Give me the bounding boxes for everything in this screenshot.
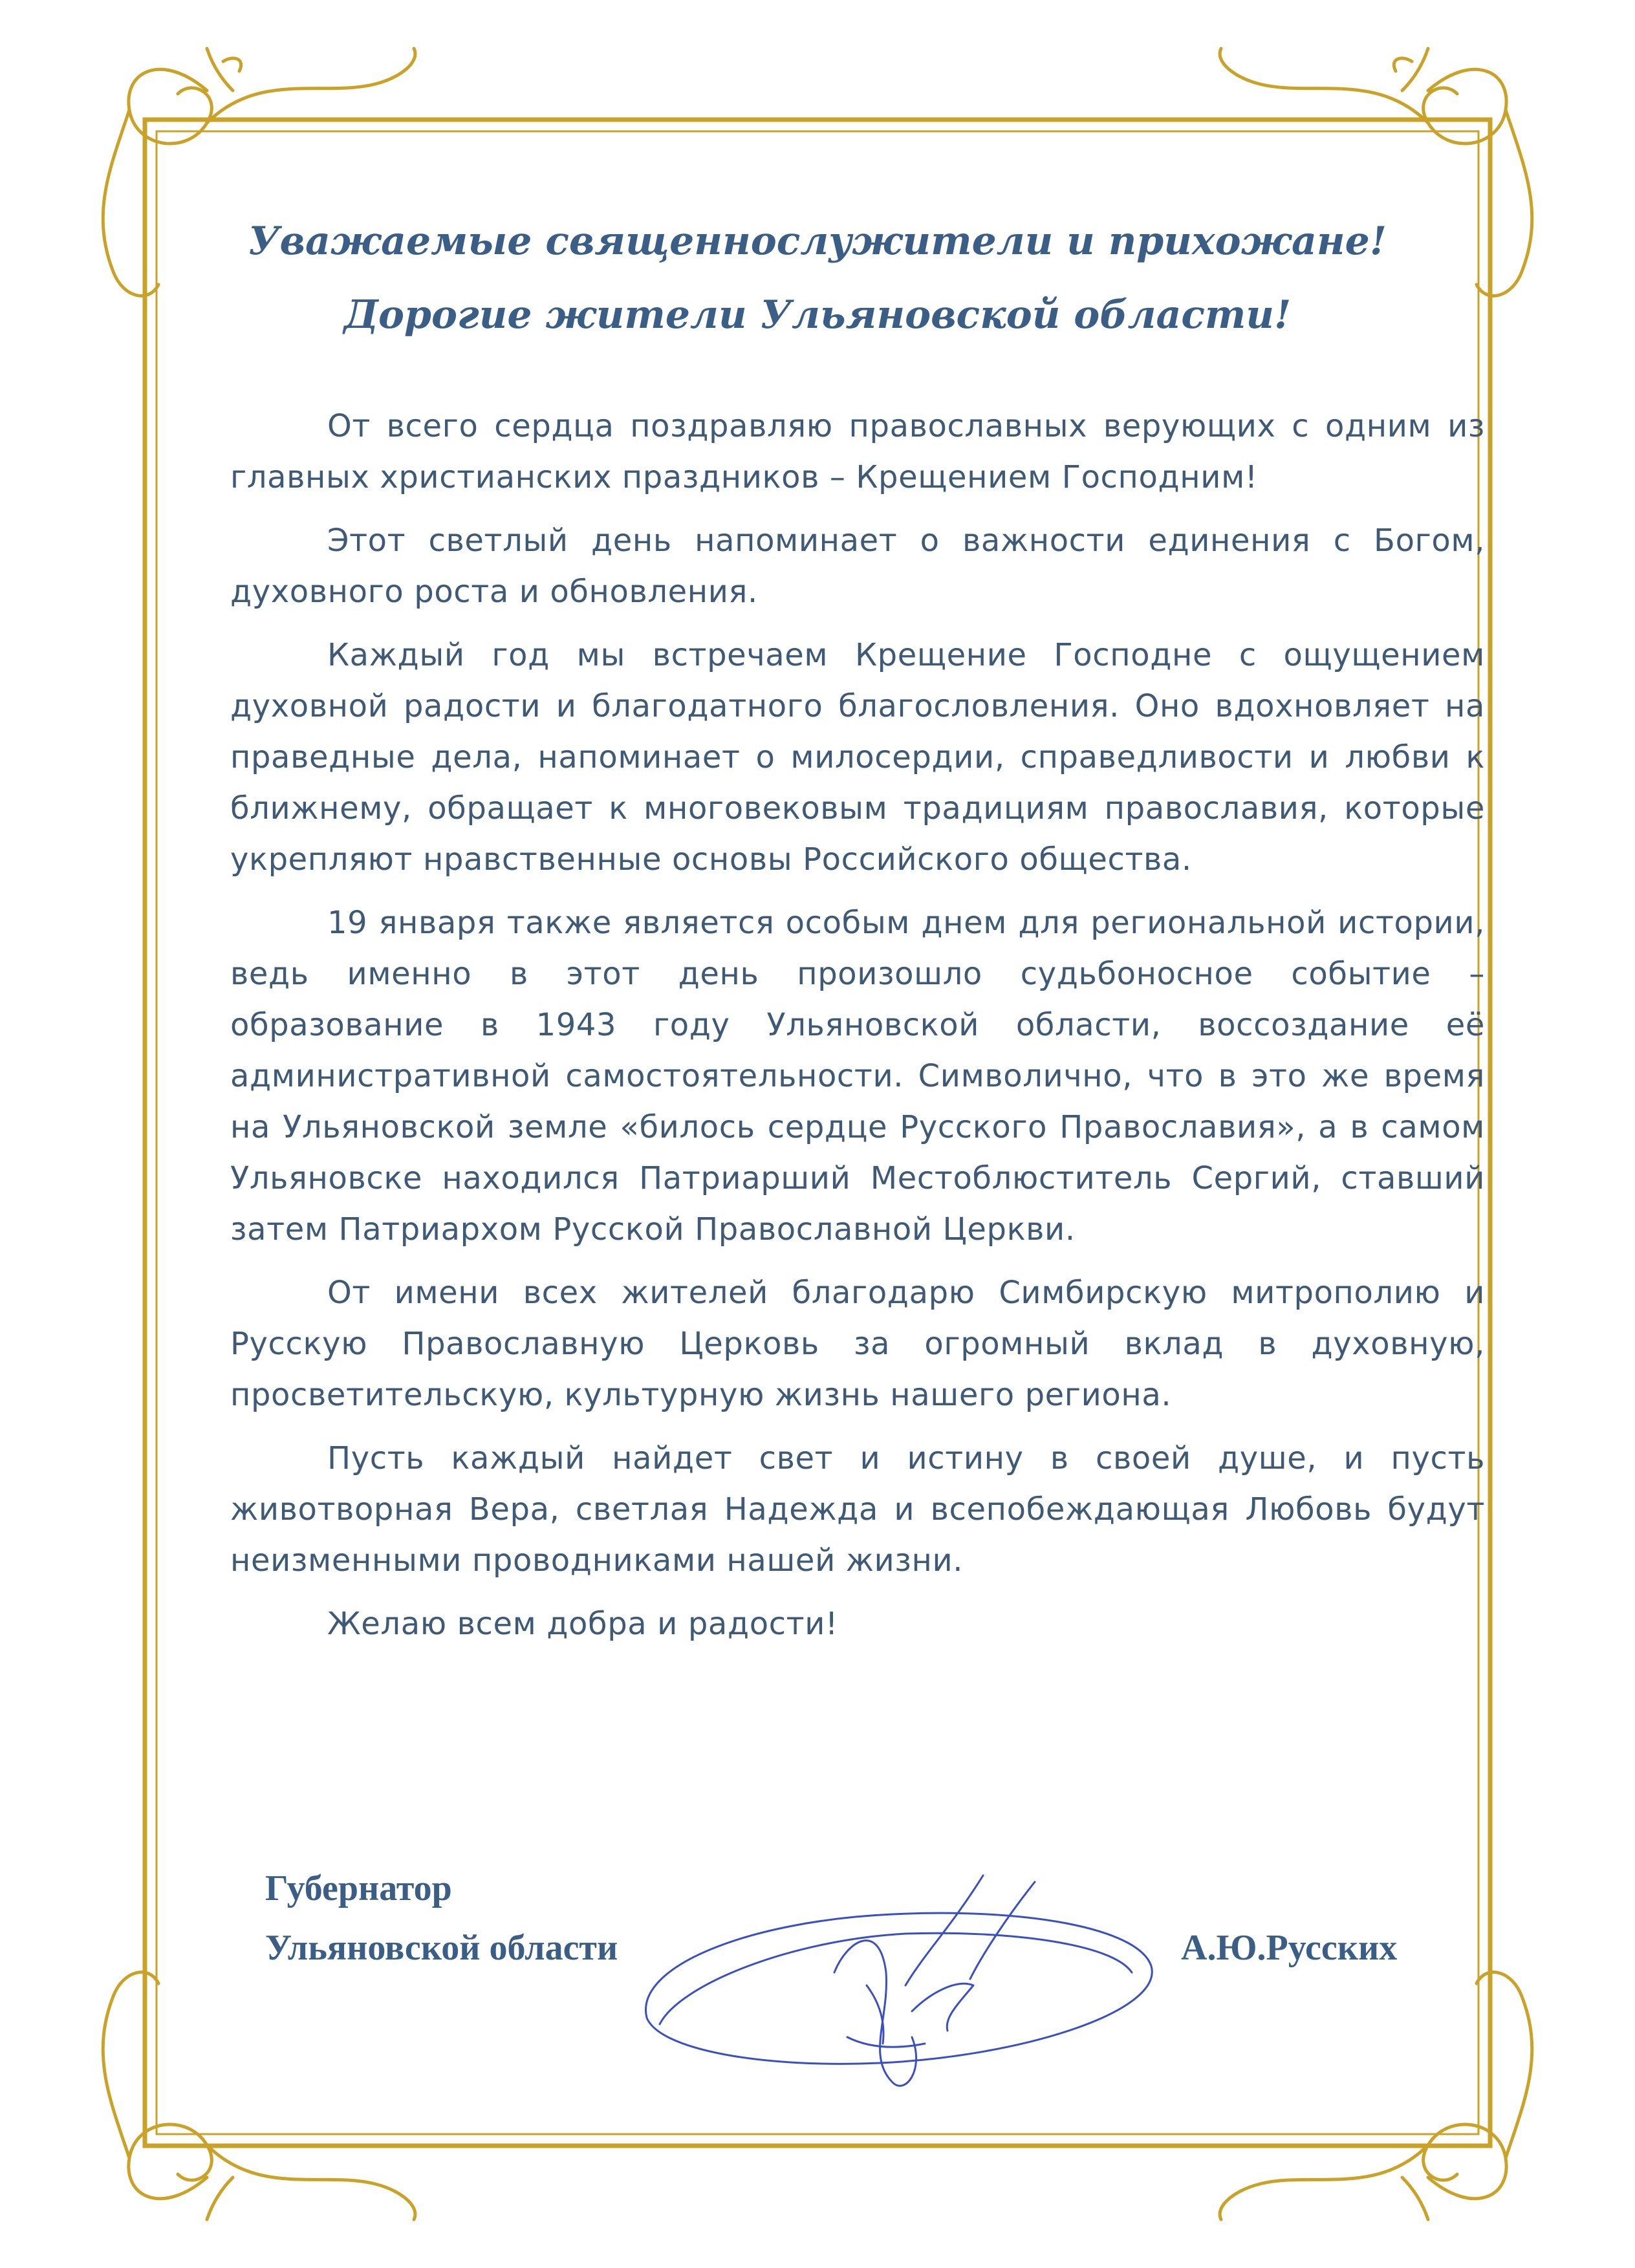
signer-title-line-2: Ульяновской области — [265, 1928, 618, 1968]
letter-body — [230, 401, 1485, 1662]
handwritten-signature — [621, 1824, 1203, 2121]
signer-name: А.Ю.Русских — [1181, 1928, 1398, 1968]
paragraph-4: 19 января также является особым днем для региональной истории, ведь именно в этот день произошло судьбоносное событие – образование в 1943 году Ульяновской области, воссоздание её административной самостоятельности. Символично, что в это же время на Ульяновской земле «билось сердце Русского Православия», а в самом Ульяновске находился Патриарший Местоблюститель Сергий, ставший затем Патриархом Русской Православной Церкви. — [230, 905, 1485, 1247]
paragraph-1: От всего сердца поздравляю православных верующих с одним из главных христианских праздников – Крещением Господним! — [230, 408, 1485, 495]
signer-title-line-1: Губернатор — [265, 1868, 452, 1908]
greeting-heading-line-2: Дорогие жители Ульяновской области! — [343, 292, 1292, 338]
paragraph-5: От имени всех жителей благодарю Симбирскую митрополию и Русскую Православную Церковь за огромный вклад в духовную, просветительскую, культурную жизнь нашего региона. — [230, 1275, 1485, 1413]
paragraph-6: Пусть каждый найдет свет и истину в своей душе, и пусть животворная Вера, светлая Надежда и всепобеждающая Любовь будут неизменными проводниками нашей жизни. — [230, 1440, 1485, 1579]
paragraph-2: Этот светлый день напоминает о важности единения с Богом, духовного роста и обновления. — [230, 523, 1485, 610]
corner-ornament-bottom-left — [103, 1972, 415, 2219]
closing-wish: Желаю всем добра и радости! — [327, 1606, 838, 1642]
corner-ornament-bottom-right — [1220, 1972, 1532, 2219]
greeting-heading-line-1: Уважаемые священнослужители и прихожане! — [248, 219, 1387, 264]
paragraph-3: Каждый год мы встречаем Крещение Господне с ощущением духовной радости и благодатного благословления. Оно вдохновляет на праведные дела, напоминает о милосердии, справедливости и любви к ближнему, обращает к многовековым традициям православия, которые укрепляют нравственные основы Российского общества. — [230, 637, 1485, 878]
